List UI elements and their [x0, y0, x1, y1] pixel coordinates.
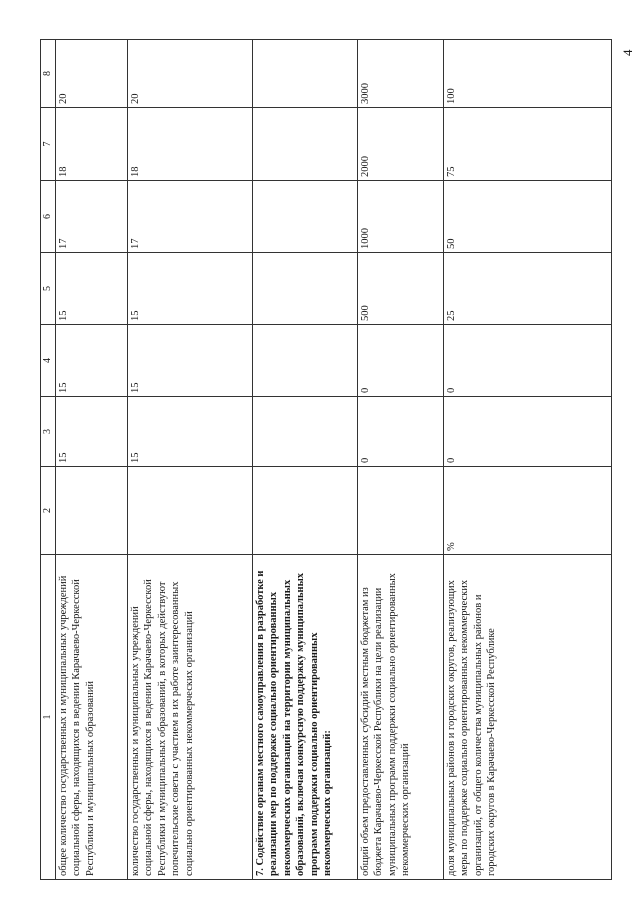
table-row — [444, 40, 612, 880]
value-cell: 18 — [128, 108, 253, 181]
column-number: 1 — [41, 555, 56, 880]
value-cell: 1000 — [358, 181, 444, 253]
section-heading-text: 7. Содействие органам местного самоуправления в разработке и реализации мер по поддержке социально ориентированных некоммерческих организаций на территории муниципальных образований, включая конкурсную поддержку муниципальных программ поддержки социально ориентированных некоммерческих организаций: — [253, 555, 358, 880]
column-number: 8 — [41, 40, 56, 108]
value-cell: 15 — [128, 325, 253, 397]
value-cell: 0 — [444, 325, 612, 397]
table-row — [56, 40, 128, 880]
indicator-text: доля муниципальных районов и городских округов, реализующих меры по поддержке социально ориентированных некоммерческих организаций, от общего количества муниципальных районов и городских округов в Карачаево-Черкесской Республике — [444, 555, 612, 880]
value-cell: 15 — [56, 397, 128, 467]
table-row — [253, 40, 358, 880]
value-cell: 75 — [444, 108, 612, 181]
indicator-text: общее количество государственных и муниципальных учреждений социальной сферы, находящихся в ведении Карачаево-Черкесской Республики и муниципальных образований — [56, 555, 128, 880]
column-number: 4 — [41, 325, 56, 397]
unit-cell — [253, 467, 358, 555]
value-cell: 2000 — [358, 108, 444, 181]
value-cell: 0 — [444, 397, 612, 467]
table-row — [128, 40, 253, 880]
value-cell: 20 — [56, 40, 128, 108]
column-number: 5 — [41, 253, 56, 325]
value-cell: 25 — [444, 253, 612, 325]
unit-cell — [358, 467, 444, 555]
value-cell: 20 — [128, 40, 253, 108]
value-cell: 3000 — [358, 40, 444, 108]
value-cell — [253, 40, 358, 108]
value-cell: 15 — [128, 397, 253, 467]
column-number-row — [41, 40, 56, 880]
page-number: 4 — [620, 49, 635, 56]
rotated-table-frame — [40, 40, 612, 880]
indicator-text: общий объем предоставленных субсидий местным бюджетам из бюджета Карачаево-Черкесской Республики на цели реализации муниципальных программ поддержки социально ориентированных некоммерческих организаций — [358, 555, 444, 880]
value-cell — [253, 325, 358, 397]
value-cell: 15 — [56, 253, 128, 325]
value-cell — [253, 108, 358, 181]
value-cell: 18 — [56, 108, 128, 181]
value-cell — [253, 397, 358, 467]
value-cell: 0 — [358, 325, 444, 397]
table-row — [358, 40, 444, 880]
indicator-text: количество государственных и муниципальных учреждений социальной сферы, находящихся в ведении Карачаево-Черкесской Республики и муниципальных образований, в которых действуют попечительские советы с участием в их работе заинтересованных социально ориентированных некоммерческих организаций — [128, 555, 253, 880]
value-cell: 50 — [444, 181, 612, 253]
value-cell: 17 — [56, 181, 128, 253]
column-number: 3 — [41, 397, 56, 467]
unit-cell — [56, 467, 128, 555]
column-number: 6 — [41, 181, 56, 253]
value-cell: 15 — [56, 325, 128, 397]
unit-cell — [128, 467, 253, 555]
value-cell: 17 — [128, 181, 253, 253]
column-number: 2 — [41, 467, 56, 555]
indicators-table — [40, 39, 612, 880]
value-cell: 0 — [358, 397, 444, 467]
value-cell: 15 — [128, 253, 253, 325]
value-cell: 100 — [444, 40, 612, 108]
unit-cell: % — [444, 467, 612, 555]
value-cell — [253, 181, 358, 253]
column-number: 7 — [41, 108, 56, 181]
value-cell: 500 — [358, 253, 444, 325]
value-cell — [253, 253, 358, 325]
